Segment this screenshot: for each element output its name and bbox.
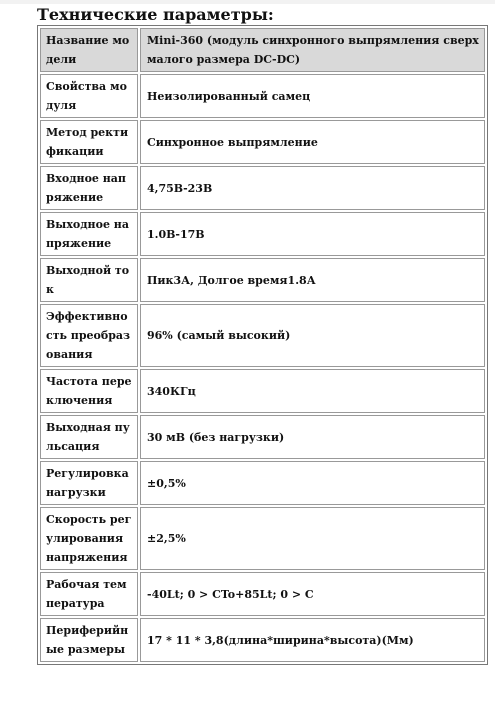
param-label: Периферийные размеры [40, 618, 138, 662]
param-label: Выходной ток [40, 258, 138, 302]
specs-table-container [37, 25, 488, 665]
table-row [40, 618, 485, 662]
param-label: Выходная пульсация [40, 415, 138, 459]
param-label: Эффективность преобразования [40, 304, 138, 367]
table-row [40, 415, 485, 459]
param-value: -40Lt; 0 > CTo+85Lt; 0 > C [140, 572, 485, 616]
table-row [40, 258, 485, 302]
table-row [40, 507, 485, 570]
param-label: Регулировка нагрузки [40, 461, 138, 505]
table-row [40, 369, 485, 413]
param-value: 4,75В-23В [140, 166, 485, 210]
param-value: Синхронное выпрямление [140, 120, 485, 164]
param-value: ±2,5% [140, 507, 485, 570]
table-row [40, 461, 485, 505]
specs-table [37, 25, 488, 665]
param-value: 340КГц [140, 369, 485, 413]
table-row [40, 212, 485, 256]
param-label: Выходное напряжение [40, 212, 138, 256]
table-row [40, 166, 485, 210]
table-row [40, 572, 485, 616]
param-value: 1.0В-17В [140, 212, 485, 256]
param-value: 96% (самый высокий) [140, 304, 485, 367]
param-label: Частота переключения [40, 369, 138, 413]
table-row [40, 74, 485, 118]
param-label: Свойства модуля [40, 74, 138, 118]
header-cell-model: Mini-360 (модуль синхронного выпрямления сверхмалого размера DC-DC) [140, 28, 485, 72]
param-label: Метод ректификации [40, 120, 138, 164]
table-row [40, 304, 485, 367]
param-label: Входное напряжение [40, 166, 138, 210]
page-title: Технические параметры: [37, 5, 274, 24]
param-value: Неизолированный самец [140, 74, 485, 118]
param-label: Скорость регулирования напряжения [40, 507, 138, 570]
param-value: Пик3А, Долгое время1.8А [140, 258, 485, 302]
param-value: 30 мВ (без нагрузки) [140, 415, 485, 459]
header-cell-name: Название модели [40, 28, 138, 72]
param-value: ±0,5% [140, 461, 485, 505]
table-row [40, 120, 485, 164]
param-label: Рабочая температура [40, 572, 138, 616]
param-value: 17 * 11 * 3,8(длина*ширина*высота)(Мм) [140, 618, 485, 662]
table-header-row [40, 28, 485, 72]
